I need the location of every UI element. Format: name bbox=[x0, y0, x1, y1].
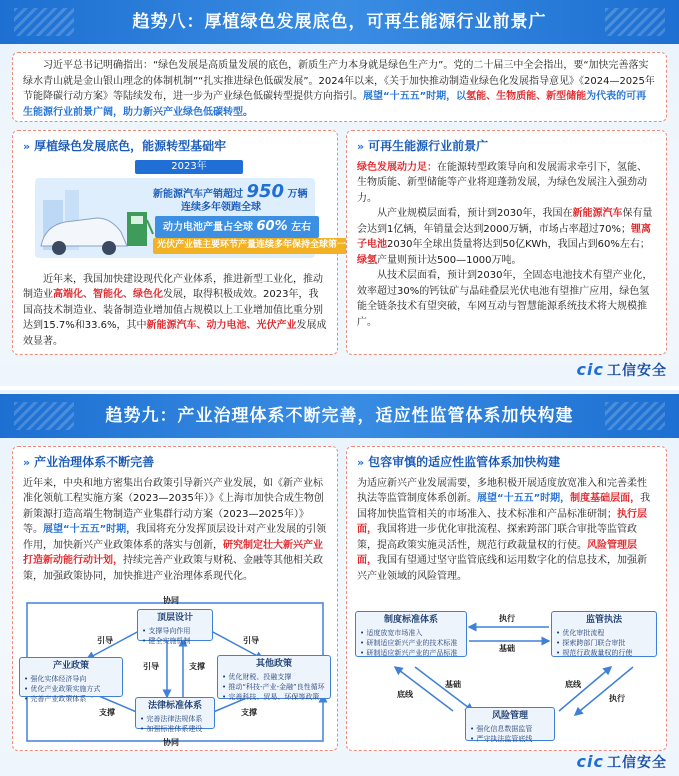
cic-logo-mark: cic bbox=[576, 360, 604, 379]
node-right-title: 其他政策 bbox=[255, 659, 292, 669]
trend9-title: 趋势九：产业治理体系不断完善，适应性监管体系加快构建 bbox=[0, 394, 679, 438]
left-p3: 发展，取得积极成效。2023年，我国高技术制造业、装备制造业增加值占规模以上工业增加值比重分别达到15.7%和33.6%，其中 bbox=[23, 289, 323, 332]
trend8-left-heading bbox=[23, 137, 327, 156]
node2-left-item: • 研制适应新兴产业的技术标准 bbox=[360, 639, 458, 648]
trend9-left-heading bbox=[23, 453, 327, 472]
governance-diagram bbox=[17, 595, 333, 747]
regulation-diagram bbox=[353, 603, 661, 745]
green-infographic bbox=[35, 160, 347, 268]
intro-text-4: 为代表的可再生能源行业前景广阔，助力新兴产业绿色低碳转型。 bbox=[23, 91, 647, 118]
trend9-section bbox=[0, 390, 679, 776]
diag-bottom-label: 协同 bbox=[163, 738, 179, 747]
diag2-base-left: 基础 bbox=[445, 680, 461, 689]
left-p2: 高端化、智能化、绿色化 bbox=[53, 289, 163, 301]
trend9-left-paragraph bbox=[23, 476, 327, 585]
node-left-item: • 优化产业政策实施方式 bbox=[24, 685, 101, 694]
right-b5: 2030年全球出货量将达到50亿KWh，我国占到60%左右； bbox=[387, 239, 650, 251]
node-industrial-policy bbox=[19, 657, 123, 704]
trend8-left-heading-text: 厚植绿色发展底色，能源转型基础牢 bbox=[34, 139, 227, 153]
cic-logo bbox=[577, 752, 667, 772]
intro-text-3: 氢能、生物质能、新型储能 bbox=[466, 91, 587, 102]
t9-left-p4: 研究制定壮大新兴产业打造新动能行动计划， bbox=[23, 539, 323, 567]
double-chevron-icon: » bbox=[357, 139, 365, 153]
trend8-section bbox=[0, 0, 679, 386]
right-b6: 绿氢 bbox=[357, 254, 377, 266]
diag-support-center: 支撑 bbox=[189, 662, 205, 671]
node2-right-item: • 优化审批流程 bbox=[556, 629, 605, 638]
node2-bottom-item: • 严守执法监管底线 bbox=[470, 735, 533, 744]
diag-guide-left: 引导 bbox=[97, 636, 113, 645]
info-line1-num: 950 bbox=[246, 180, 285, 202]
right-b7: 产量则预计达500—1000万吨。 bbox=[377, 254, 522, 266]
trend9-right-box bbox=[346, 446, 667, 751]
right-b4: 锂离子电池 bbox=[357, 223, 652, 251]
right-para-c: 从技术层面看，预计到2030年，全固态电池技术有望产业化，效率超过30%的钙钛矿与晶硅叠层光伏电池有望推广应用，绿色氢能全链条技术有望突破，车网互动与智慧能源系统技术将大规模推广。 bbox=[357, 270, 653, 328]
node-top-design bbox=[137, 609, 213, 646]
node-right-item: • 优化财税、投融支撑 bbox=[222, 673, 292, 682]
trend9-right-heading-text: 包容审慎的适应性监管体系加快构建 bbox=[368, 455, 561, 469]
diag-guide-center: 引导 bbox=[143, 662, 159, 671]
trend8-right-heading bbox=[357, 137, 656, 156]
node-left-item: • 完善产业政策体系 bbox=[24, 695, 87, 704]
trend8-left-box bbox=[12, 130, 347, 355]
node-top-title: 顶层设计 bbox=[156, 613, 193, 623]
double-chevron-icon: » bbox=[23, 139, 31, 153]
node2-right-item: • 探索跨部门联合审批 bbox=[556, 639, 626, 648]
cic-logo bbox=[577, 360, 667, 380]
node2-left-item: • 研制适应新兴产业的产品标准 bbox=[360, 649, 458, 658]
trend8-title: 趋势八：厚植绿色发展底色，可再生能源行业前景广 bbox=[0, 0, 679, 44]
right-b1: 从产业规模层面看，预计到2030年，我国在 bbox=[377, 208, 573, 220]
t9-right-p3: 制度基础层面， bbox=[570, 493, 641, 505]
right-para-a bbox=[357, 160, 656, 207]
t9-right-p7: 风险管理层面， bbox=[357, 539, 637, 567]
left-p1: 近年来，我国加快建设现代化产业体系，推进新型工业化，推动制造业 bbox=[23, 273, 323, 301]
trend8-left-paragraph bbox=[23, 272, 327, 350]
node-top-item: • 健全实施机制 bbox=[142, 637, 191, 646]
trend8-intro-text bbox=[23, 58, 656, 120]
node-other-policy bbox=[217, 655, 331, 702]
t9-right-p2: 展望“十五五”时期， bbox=[477, 493, 571, 505]
trend8-intro-box bbox=[12, 52, 667, 122]
node-legal-standards bbox=[135, 697, 215, 734]
diag2-line-right: 底线 bbox=[565, 680, 581, 689]
node-standards-system bbox=[355, 611, 467, 657]
diag2-line-left: 底线 bbox=[397, 690, 413, 699]
diag-top-label: 协同 bbox=[163, 596, 179, 605]
trend8-right-heading-text: 可再生能源行业前景广 bbox=[368, 139, 489, 153]
intro-text-2: 展望“十五五”时期，以 bbox=[363, 91, 467, 102]
info-line3-num: 60% bbox=[256, 218, 288, 234]
t9-right-p4: 我国将加快监管相关的市场准入、技术标准和产品标准研制； bbox=[357, 493, 651, 520]
diag-support-left: 支撑 bbox=[99, 708, 115, 717]
diag2-base-mid: 基础 bbox=[499, 644, 515, 653]
node-supervision-enforcement bbox=[551, 611, 657, 657]
cic-logo-text: 工信安全 bbox=[607, 755, 667, 771]
node2-bottom-item: • 强化信息数据监管 bbox=[470, 725, 533, 734]
trend9-left-heading-text: 产业治理体系不断完善 bbox=[34, 455, 155, 469]
left-p4: 新能源汽车、动力电池、光伏产业 bbox=[146, 320, 297, 332]
node-left-item: • 强化实体经济导向 bbox=[24, 675, 87, 684]
node-bottom-item: • 完善法律法规体系 bbox=[140, 715, 203, 724]
t9-left-p1: 近年来，中央和地方密集出台政策引导新兴产业发展，如《新产业标准化领航工程实施方案（2023—2035年）》《上海市加快合成生物创新策源打造高端生物制造产业集群行动方案（2023—2025年）》等。 bbox=[23, 477, 324, 536]
info-line3-pre: 动力电池产量占全球 bbox=[163, 221, 253, 233]
t9-right-p8: 我国有望通过坚守监管底线和运用数字化的信息技术，加强新兴产业领域的风险管理。 bbox=[357, 555, 647, 582]
info-line3-post: 左右 bbox=[291, 221, 312, 233]
trend9-right-heading bbox=[357, 453, 656, 472]
right-para-b bbox=[357, 206, 656, 268]
t9-right-p1: 为适应新兴产业发展需要，多地积极开展适度放宽准入和完善柔性执法等监管制度体系创新。 bbox=[357, 477, 647, 505]
node2-right-title: 监管执法 bbox=[585, 615, 622, 625]
right-b2: 新能源汽车 bbox=[572, 208, 623, 220]
intro-text-1: 习近平总书记明确指出：“绿色发展是高质量发展的底色，新质生产力本身就是绿色生产力”。党的二十届三中全会指出，要“加快完善落实绿水青山就是金山银山理念的体制机制”“扎实推进绿色低碳发展”。2024年以来，《关于加快推动制造业绿色化发展指导意见》《2024—2025年节能降碳行动方案》等陆续发布，进一步为产业绿色低碳转型提供方向指引。 bbox=[23, 60, 655, 102]
cic-logo-mark: cic bbox=[576, 752, 604, 771]
t9-left-p3: 我国将充分发挥顶层设计对产业发展的引领作用，加快新兴产业政策体系的落实与创新， bbox=[23, 524, 327, 551]
node-top-item: • 支撑导向作用 bbox=[142, 627, 191, 636]
node-right-item: • 完善科技、贸易、环保等政策 bbox=[222, 693, 320, 702]
right-a2: 在能源转型政策导向和发展需求牵引下，氢能、生物质能、新型储能等产业将迎蓬勃发展，为绿色发展注入强劲动力。 bbox=[357, 161, 647, 204]
diag2-exec-top: 执行 bbox=[499, 614, 515, 623]
node2-left-item: • 适度放宽市场准入 bbox=[360, 629, 423, 638]
t9-right-p5: 执行层面， bbox=[357, 508, 647, 536]
trend9-left-box bbox=[12, 446, 338, 751]
left-p5: 发展成效显著。 bbox=[23, 320, 327, 347]
info-line1-pre: 新能源汽车产销超过 bbox=[153, 188, 243, 200]
right-b3: 保有量会达到1亿辆，年销量会达到2000万辆，市场占率超过70%； bbox=[357, 208, 653, 235]
double-chevron-icon: » bbox=[357, 455, 365, 469]
diag-support-right: 支撑 bbox=[241, 708, 257, 717]
node2-bottom-title: 风险管理 bbox=[491, 711, 528, 721]
node-right-item: • 推动“科技-产业-金融”良性循环 bbox=[222, 683, 325, 692]
node-bottom-item: • 加强标准体系建设 bbox=[140, 725, 203, 734]
node2-right-item: • 规范行政裁量权的行使 bbox=[556, 649, 633, 658]
diag2-exec-right: 执行 bbox=[609, 694, 625, 703]
info-year-label: 2023年 bbox=[135, 160, 243, 174]
t9-right-p6: 我国将进一步优化审批流程、探索跨部门联合审批等监管政策，提高政策实施灵活性，规范行政裁量权的行使。 bbox=[357, 524, 637, 551]
info-line-2: 连续多年领跑全球 bbox=[181, 201, 261, 213]
t9-left-p2: 展望“十五五”时期， bbox=[43, 524, 137, 536]
cic-logo-text: 工信安全 bbox=[607, 363, 667, 379]
info-line-3 bbox=[155, 216, 319, 238]
node-bottom-title: 法律标准体系 bbox=[147, 701, 202, 711]
right-a1: 绿色发展动力足： bbox=[357, 161, 437, 173]
double-chevron-icon: » bbox=[23, 455, 31, 469]
trend8-right-box bbox=[346, 130, 667, 355]
info-line-4: 光伏产业链主要环节产量连续多年保持全球第一 bbox=[153, 238, 350, 254]
diag-guide-right: 引导 bbox=[243, 636, 259, 645]
node-risk-management bbox=[465, 707, 555, 744]
node-left-title: 产业政策 bbox=[52, 661, 89, 671]
node2-left-title: 制度标准体系 bbox=[383, 615, 438, 625]
info-line1-unit: 万辆 bbox=[287, 188, 308, 200]
trend9-right-paragraph bbox=[357, 476, 656, 585]
t9-left-p5: 持续完善产业政策与财税、金融等其他相关政策，加强政策协同，加快推进产业治理体系现代化。 bbox=[23, 555, 323, 582]
